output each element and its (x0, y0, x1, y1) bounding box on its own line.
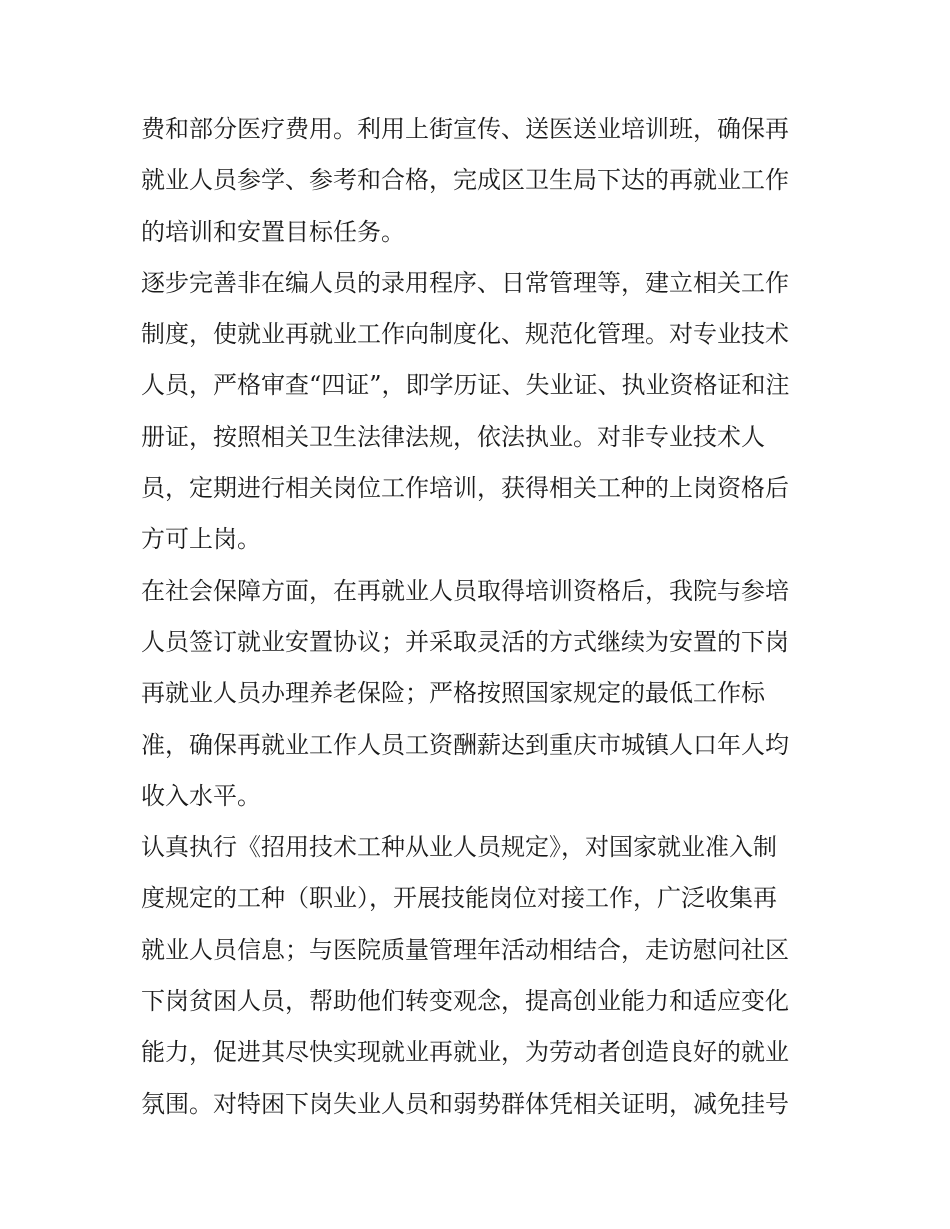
text-line: 费和部分医疗费用。利用上街宣传、送医送业培训班，确保再 (141, 115, 789, 143)
text-line: 人员，严格审查“四证”，即学历证、失业证、执业资格证和注 (141, 371, 790, 400)
text-line: 准，确保再就业工作人员工资酬薪达到重庆市城镇人口年人均 (141, 730, 789, 759)
text-line: 的培训和安置目标任务。 (141, 217, 405, 246)
text-line: 收入水平。 (141, 781, 261, 810)
text-line: 度规定的工种（职业），开展技能岗位对接工作，广泛收集再 (141, 884, 777, 913)
text-line: 能力，促进其尽快实现就业再就业，为劳动者创造良好的就业 (141, 1038, 789, 1067)
text-line: 就业人员信息；与医院质量管理年活动相结合，走访慰问社区 (141, 935, 789, 964)
text-line: 下岗贫困人员，帮助他们转变观念，提高创业能力和适应变化 (141, 987, 789, 1016)
body-text (141, 104, 821, 1130)
text-line: 员，定期进行相关岗位工作培训，获得相关工种的上岗资格后 (141, 474, 789, 503)
text-line: 人员签订就业安置协议；并采取灵活的方式继续为安置的下岗 (141, 627, 789, 656)
text-line: 逐步完善非在编人员的录用程序、日常管理等，建立相关工作 (141, 268, 789, 297)
text-line: 在社会保障方面，在再就业人员取得培训资格后，我院与参培 (141, 576, 789, 605)
text-line: 方可上岗。 (141, 525, 261, 554)
text-line: 册证，按照相关卫生法律法规，依法执业。对非专业技术人 (141, 422, 765, 451)
text-line: 再就业人员办理养老保险；严格按照国家规定的最低工作标 (141, 679, 765, 708)
text-line: 制度，使就业再就业工作向制度化、规范化管理。对专业技术 (141, 320, 789, 349)
text-line: 认真执行《招用技术工种从业人员规定》，对国家就业准入制 (141, 833, 777, 862)
text-line: 氛围。对特困下岗失业人员和弱势群体凭相关证明，减免挂号 (141, 1089, 789, 1118)
text-line: 就业人员参学、参考和合格，完成区卫生局下达的再就业工作 (141, 166, 789, 195)
